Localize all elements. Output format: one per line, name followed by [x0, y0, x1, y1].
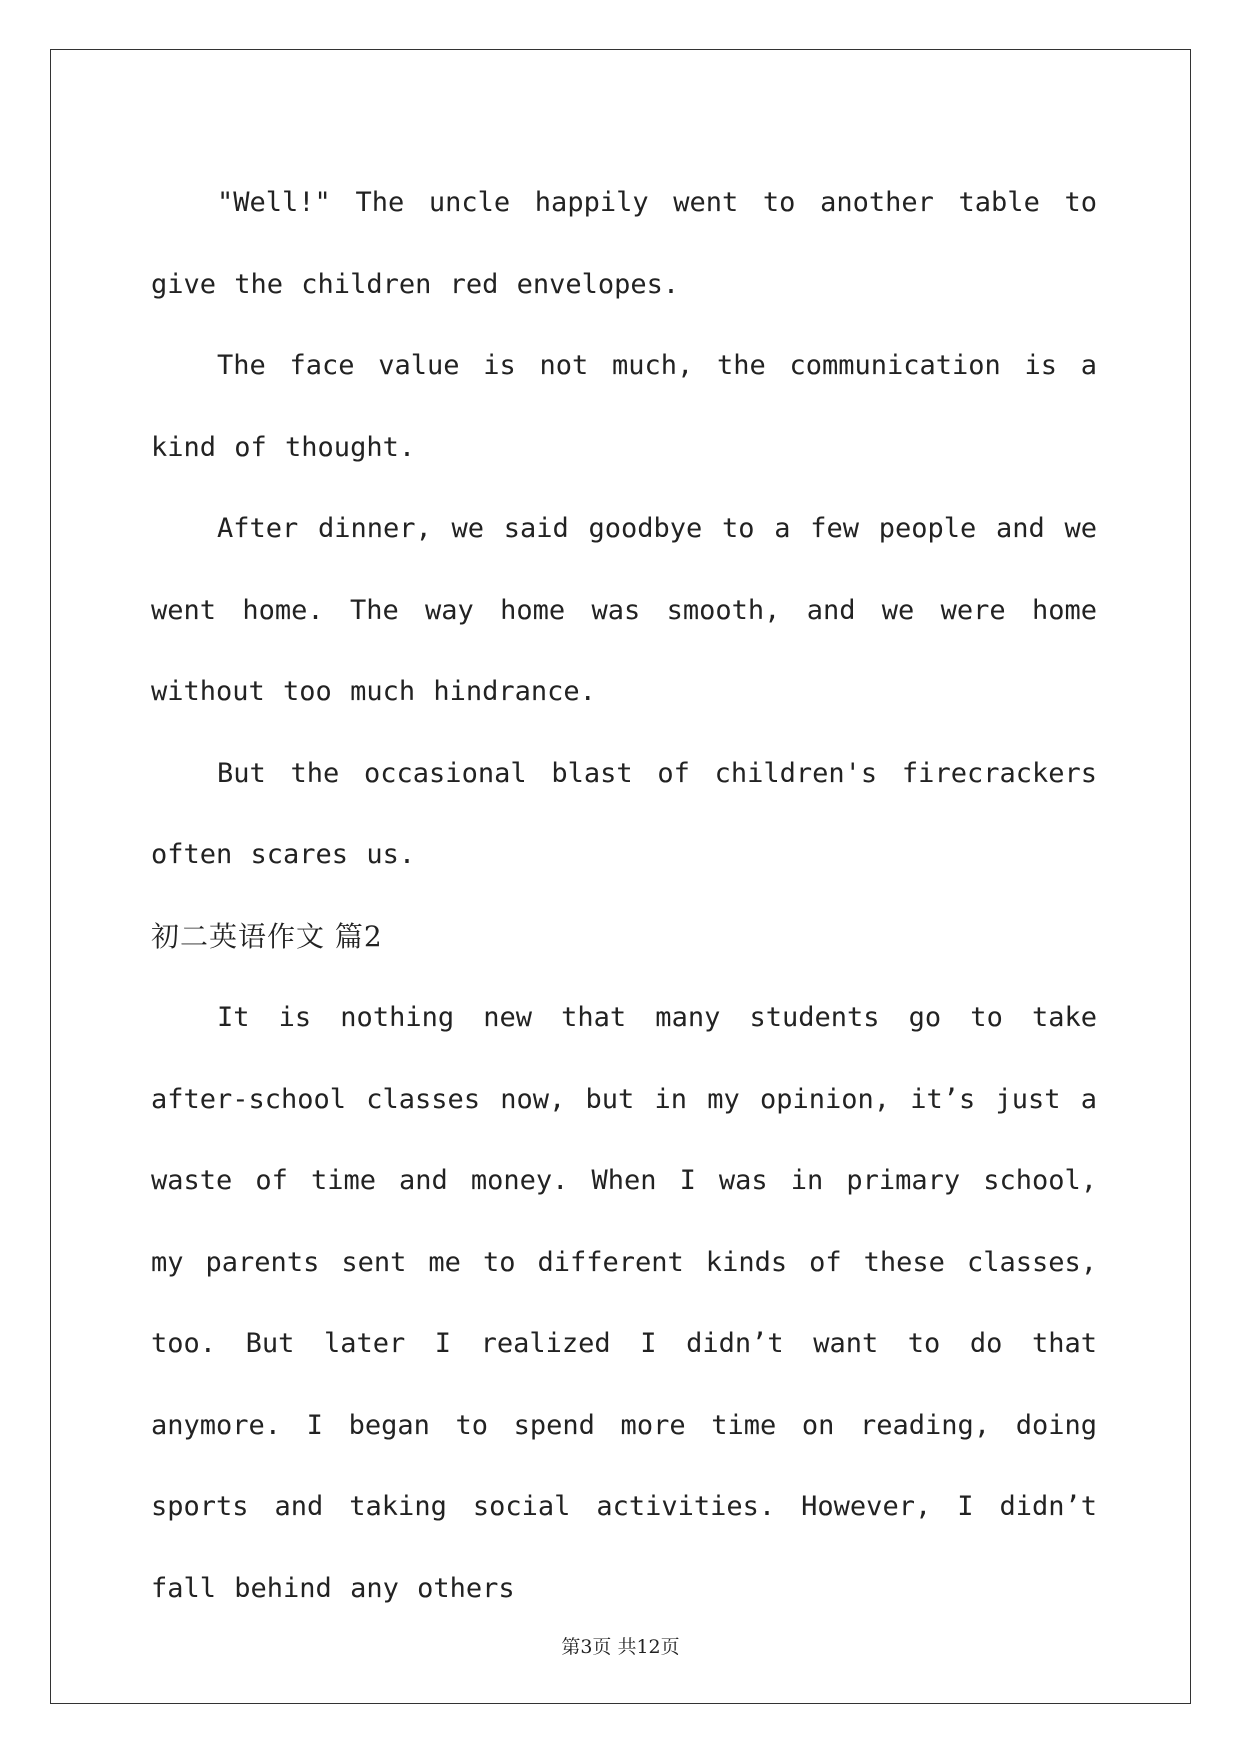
section-heading: 初二英语作文 篇2: [151, 919, 383, 953]
paragraph: "Well!" The uncle happily went to another table to give the children red envelopes.: [151, 187, 1097, 300]
paragraph: After dinner, we said goodbye to a few people and we went home. The way home was smooth, and we were home without too much hindrance.: [151, 513, 1097, 707]
page-number-footer: 第3页 共12页: [561, 1636, 680, 1658]
document-body: [151, 162, 1097, 1629]
paragraph: The face value is not much, the communication is a kind of thought.: [151, 350, 1097, 463]
paragraph: It is nothing new that many students go to take after-school classes now, but in my opinion, it’s just a waste of time and money. When I was in primary school, my parents sent me to different kinds of these classes, too. But later I realized I didn’t want to do that anymore. I began to spend more time on reading, doing sports and taking social activities. However, I didn’t fall behind any others: [151, 1002, 1097, 1604]
paragraph: But the occasional blast of children's firecrackers often scares us.: [151, 757, 1097, 870]
